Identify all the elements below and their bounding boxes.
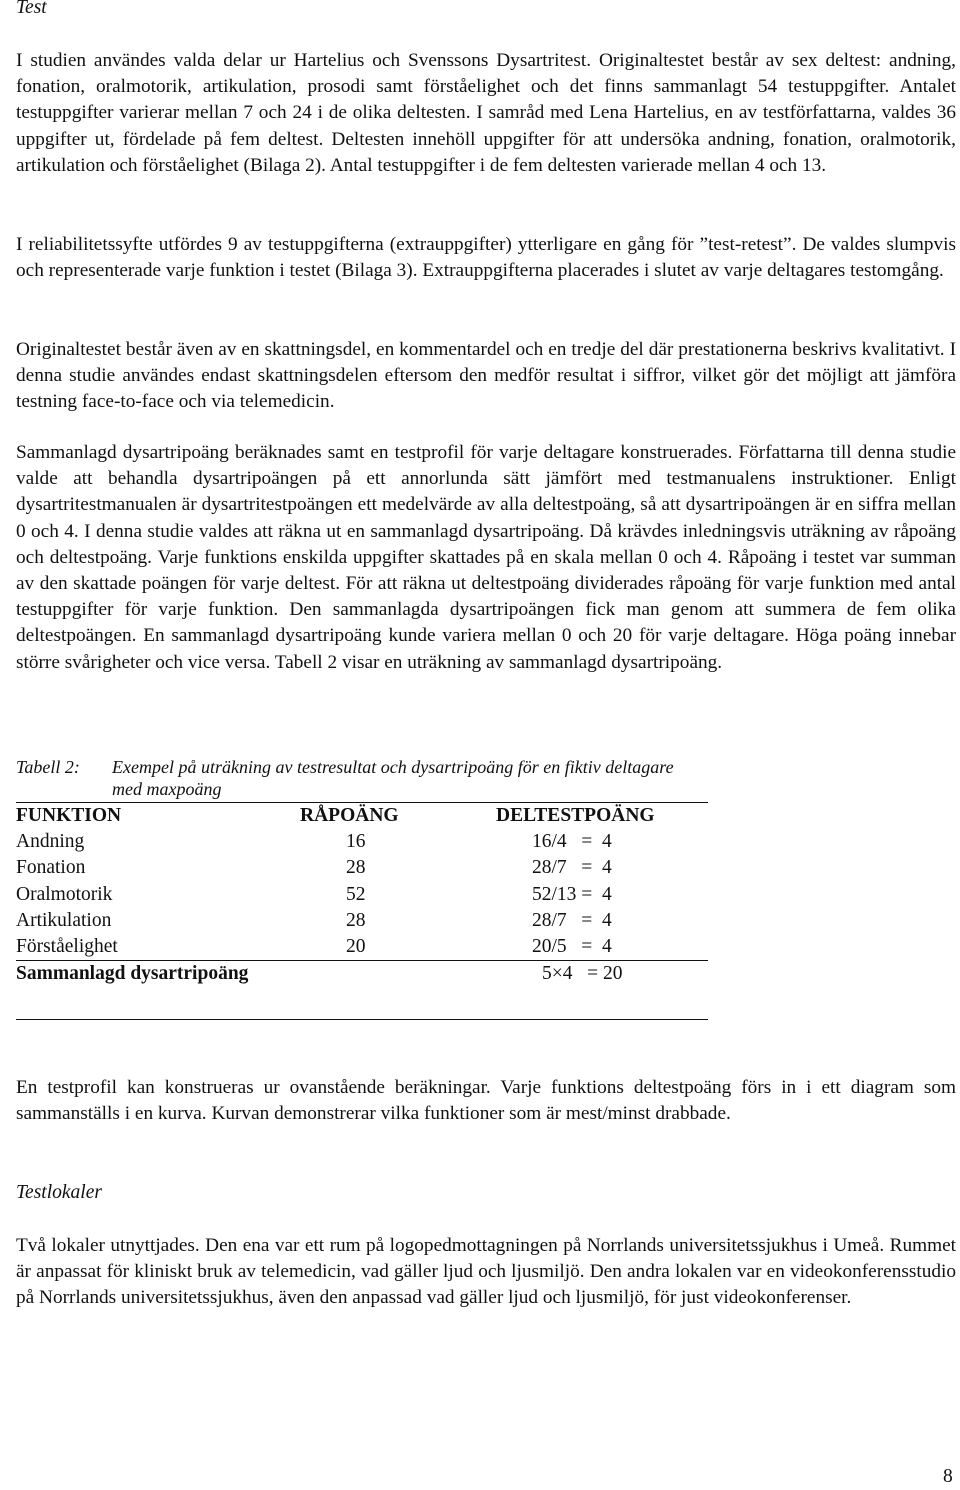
table-header-deltestpoang: DELTESTPOÄNG: [496, 805, 655, 826]
table-row: [16, 829, 708, 855]
table-row: [16, 934, 708, 960]
table-cell-deltestpoang: 16/4 = 4: [532, 831, 612, 853]
table-cell-deltestpoang: 28/7 = 4: [532, 909, 612, 931]
table-cell-funktion: Fonation: [16, 857, 86, 879]
table-cell-rapoang: 28: [346, 857, 366, 879]
table-header-rapoang: RÅPOÄNG: [300, 805, 399, 826]
section-heading-test: Test: [16, 0, 47, 18]
score-table: [16, 802, 708, 987]
table-sum-value: 5×4 = 20: [542, 963, 623, 985]
table-cell-funktion: Andning: [16, 831, 85, 853]
table-cell-rapoang: 52: [346, 883, 366, 905]
table-cell-rapoang: 28: [346, 909, 366, 931]
table-row: [16, 882, 708, 908]
table-cell-funktion: Oralmotorik: [16, 883, 113, 905]
table-caption-label: Tabell 2:: [16, 757, 80, 777]
paragraph-originaltest: Originaltestet består även av en skattningsdel, en kommentardel och en tredje del där prestationerna beskrivs kvalitativt. I denna studie användes endast skattningsdelen eftersom den medför resultat i siffror, vilket gör det möjligt att jämföra testning face-to-face och via telemedicin.: [16, 339, 956, 413]
paragraph-reliabilitet: I reliabilitetssyfte utfördes 9 av testuppgifterna (extrauppgifter) ytterligare en gång för ”test-retest”. De valdes slumpvis och representerade varje funktion i testet (Bilaga 3). Extrauppgifterna placerades i slutet av varje deltagares testomgång.: [16, 234, 956, 282]
table-cell-deltestpoang: 52/13 = 4: [532, 883, 612, 905]
table-caption: [16, 756, 776, 800]
table-header-row: [16, 802, 708, 829]
page-number: 8: [943, 1466, 953, 1487]
table-caption-text-line2: med maxpoäng: [112, 779, 222, 799]
table-cell-funktion: Artikulation: [16, 909, 112, 931]
paragraph-dysartritest: I studien användes valda delar ur Hartelius och Svenssons Dysartritest. Originaltestet består av sex deltest: andning, fonation, oralmotorik, artikulation, prosodi samt förståelighet och det finns sammanlagt 54 testuppgifter. Antalet testuppgifter varierar mellan 7 och 24 i de olika deltesten. I samråd med Lena Hartelius, en av testförfattarna, valdes 36 uppgifter ut, fördelade på fem deltest. Deltesten innehöll uppgifter för att undersöka andning, fonation, oralmotorik, artikulation och förståelighet (Bilaga 2). Antal testuppgifter i de fem deltesten varierade mellan 4 och 13.: [16, 50, 956, 176]
table-cell-deltestpoang: 28/7 = 4: [532, 857, 612, 879]
paragraph-testlokaler: Två lokaler utnyttjades. Den ena var ett rum på logopedmottagningen på Norrlands universitetssjukhus i Umeå. Rummet är anpassat för kliniskt bruk av telemedicin, vad gäller ljud och ljusmiljö. Den andra lokalen var en videokonferensstudio på Norrlands universitetssjukhus, även den anpassad vad gäller ljud och ljusmiljö, för just videokonferenser.: [16, 1235, 956, 1309]
paragraph-testprofil: En testprofil kan konstrueras ur ovanstående beräkningar. Varje funktions deltestpoäng förs in i ett diagram som sammanställs i en kurva. Kurvan demonstrerar vilka funktioner som är mest/minst drabbade.: [16, 1077, 956, 1125]
table-cell-rapoang: 20: [346, 935, 366, 957]
table-row: [16, 855, 708, 881]
table-row: [16, 908, 708, 934]
paragraph-dysartripoang: Sammanlagd dysartripoäng beräknades samt en testprofil för varje deltagare konstruerades. Författarna till denna studie valde att behandla dysartripoängen på ett annorlunda sätt jämfört med testmanualens instruktioner. Enligt dysartritestmanualen är dysartritestpoängen ett medelvärde av alla deltestpoäng, så att dysartripoängen är en siffra mellan 0 och 4. I denna studie valdes att räkna ut en sammanlagd dysartripoäng. Då krävdes inledningsvis uträkning av råpoäng och deltestpoäng. Varje funktions enskilda uppgifter skattades på en skala mellan 0 och 4. Råpoäng i testet var summan av den skattade poängen för varje deltest. För att räkna ut deltestpoäng dividerades råpoäng för varje funktion med antal testuppgifter för varje funktion. Den sammanlagda dysartripoängen fick man genom att summera de fem olika deltestpoängen. En sammanlagd dysartripoäng kunde variera mellan 0 och 20 för varje deltagare. Höga poäng innebar större svårigheter och vice versa. Tabell 2 visar en uträkning av sammanlagd dysartripoäng.: [16, 442, 956, 673]
table-sum-row: [16, 960, 708, 987]
table-cell-deltestpoang: 20/5 = 4: [532, 935, 612, 957]
table-sum-label: Sammanlagd dysartripoäng: [16, 963, 249, 985]
table-cell-funktion: Förståelighet: [16, 935, 118, 957]
table-header-funktion: FUNKTION: [16, 805, 122, 826]
table-cell-rapoang: 16: [346, 831, 366, 853]
table-bottom-rule: [16, 1019, 708, 1020]
section-heading-testlokaler: Testlokaler: [16, 1182, 102, 1203]
table-caption-text-line1: Exempel på uträkning av testresultat och dysartripoäng för en fiktiv deltagare: [112, 757, 674, 777]
